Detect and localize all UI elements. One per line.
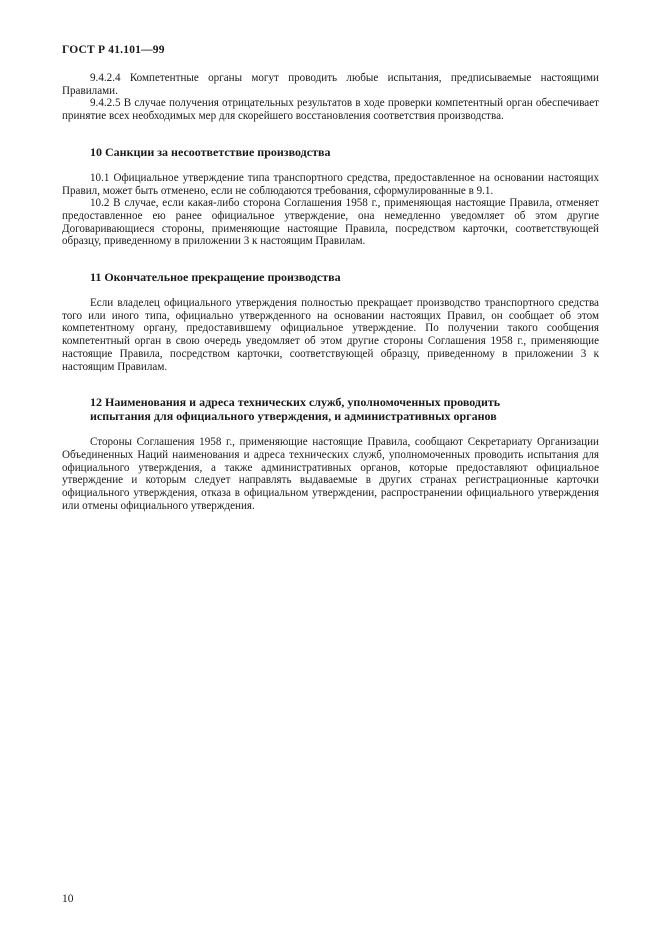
page-number: 10 [62, 893, 74, 905]
section-10 [62, 145, 599, 248]
paragraph-10-2: 10.2 В случае, если какая-либо сторона Соглашения 1958 г., применяющая настоящие Правила, отменяет предоставленное ею ранее официальное утверждение, она немедленно уведомляет об этом другие Договаривающиеся стороны, применяющие настоящие Правила, посредством карточки, соответствующей образцу, приведенному в приложении 3 к настоящим Правилам. [62, 197, 599, 248]
document-code: ГОСТ Р 41.101—99 [62, 44, 165, 56]
paragraph-10-1: 10.1 Официальное утверждение типа транспортного средства, предоставленное на основании настоящих Правил, может быть отменено, если не соблюдаются требования, сформулированные в 9.1. [62, 171, 599, 197]
document-page [62, 44, 599, 512]
section-10-title: 10 Санкции за несоответствие производства [90, 144, 331, 159]
section-12-title-line-2: испытания для официального утверждения, и административных органов [90, 409, 497, 424]
paragraph-12: Стороны Соглашения 1958 г., применяющие настоящие Правила, сообщают Секретариату Организации Объединенных Наций наименования и адреса технических служб, уполномоченных проводить испытания для официального утверждения, а также административных органов, которые предоставляют официальное утверждение и которым следует направлять выдаваемые в других странах регистрационные карточки официального утверждения, отказа в официальном утверждении, распространении официального утверждения или отмены официального утверждения. [62, 436, 599, 512]
paragraph-9-4-2-5: 9.4.2.5 В случае получения отрицательных результатов в ходе проверки компетентный орган обеспечивает принятие всех необходимых мер для скорейшего восстановления соответствия производства. [62, 97, 599, 123]
section-12-title-line-1: 12 Наименования и адреса технических служб, уполномоченных проводить [90, 395, 501, 410]
section-11 [62, 270, 599, 373]
section-12-title [62, 395, 599, 423]
paragraph-11: Если владелец официального утверждения полностью прекращает производство транспортного средства того или иного типа, официально утвержденного на основании настоящих Правил, он сообщает об этом компетентному органу, предоставившему официальное утверждение. По получении такого сообщения компетентный орган в свою очередь уведомляет об этом другие стороны Соглашения 1958 г., применяющие настоящие Правила, посредством карточки, соответствующей образцу, приведенному в приложении 3 к настоящим Правилам. [62, 297, 599, 373]
section-12 [62, 395, 599, 512]
paragraph-9-4-2-4: 9.4.2.4 Компетентные органы могут проводить любые испытания, предписываемые настоящими Правилами. [62, 72, 599, 97]
section-11-title: 11 Окончательное прекращение производства [90, 270, 341, 285]
